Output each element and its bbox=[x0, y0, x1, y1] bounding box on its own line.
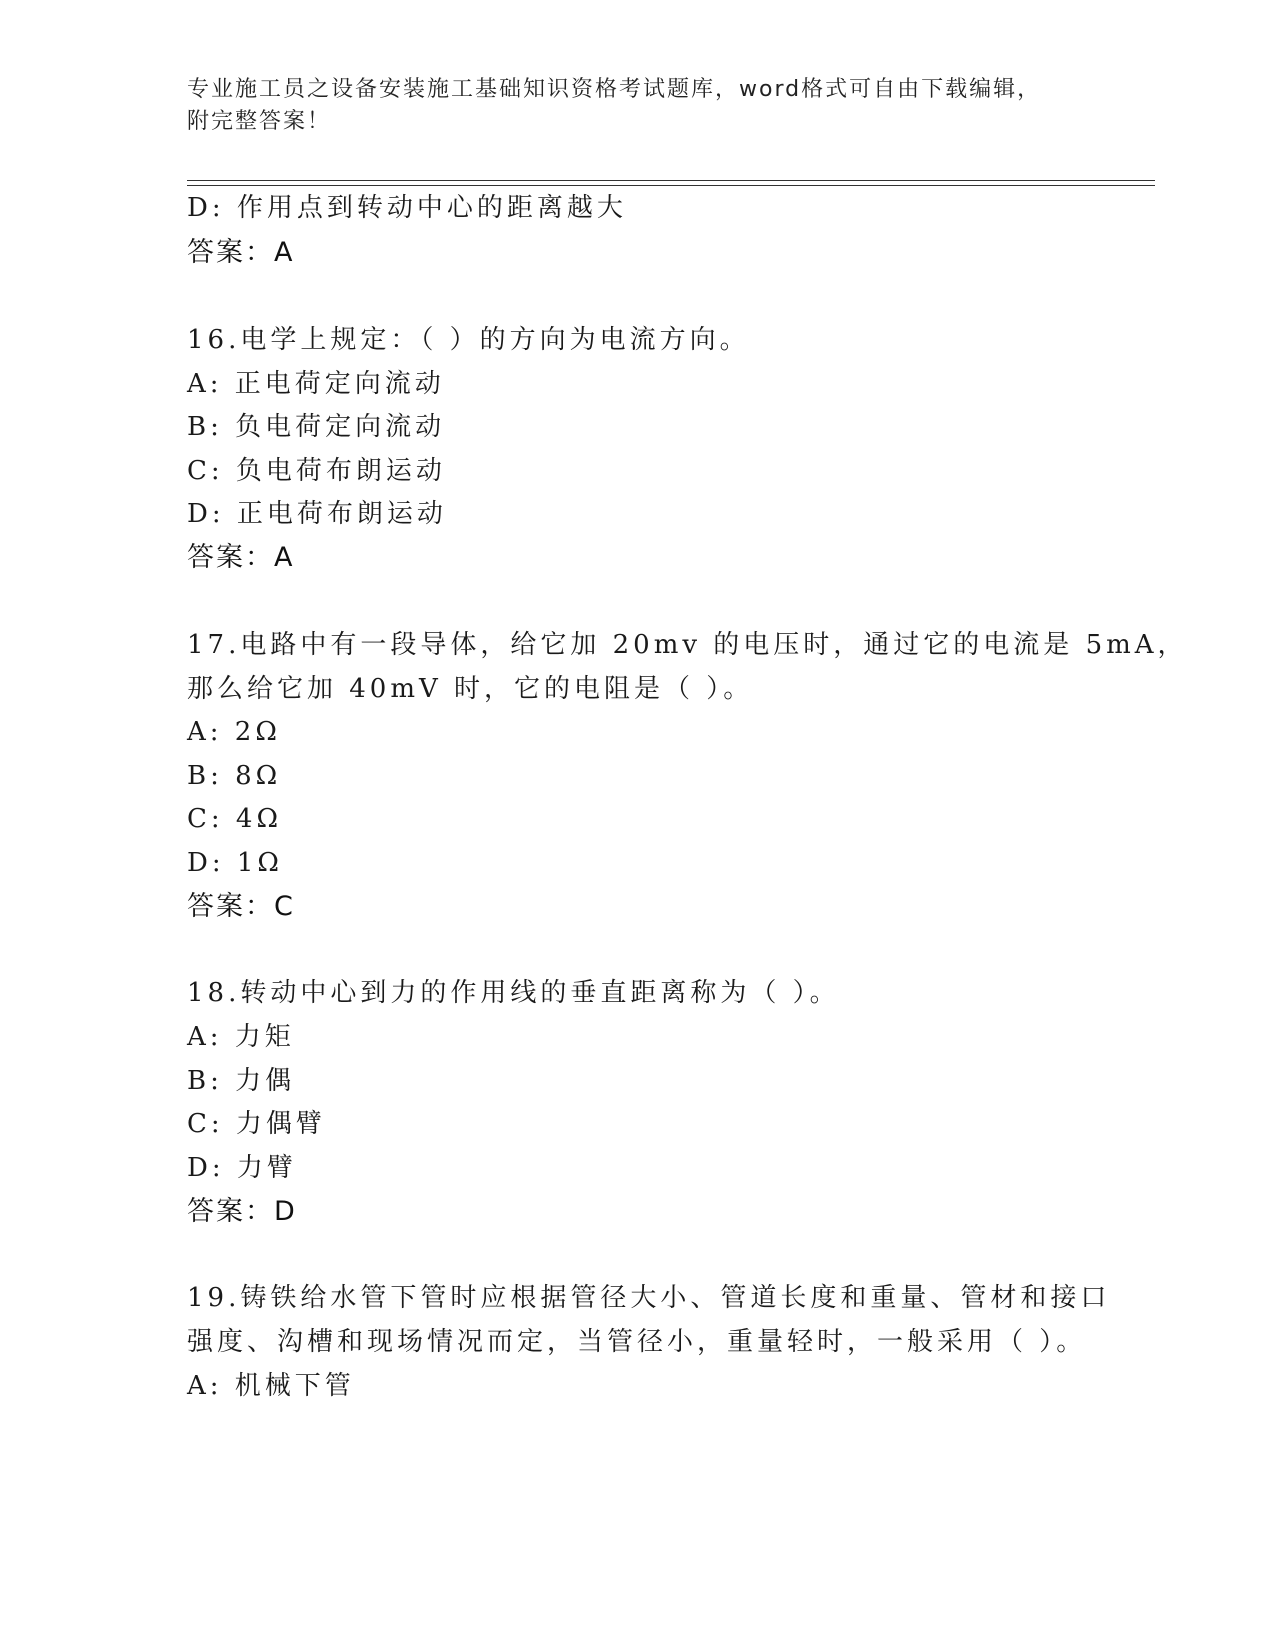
question-19-stem-line-1: 19.铸铁给水管下管时应根据管径大小、管道长度和重量、管材和接口 bbox=[187, 1283, 1111, 1313]
question-16-option-c: C: 负电荷布朗运动 bbox=[187, 456, 446, 486]
question-18-option-d: D: 力臂 bbox=[187, 1153, 297, 1183]
question-18-option-b: B: 力偶 bbox=[187, 1066, 296, 1096]
header-divider-bottom bbox=[187, 185, 1155, 186]
question-19-stem-line-2: 强度、沟槽和现场情况而定，当管径小，重量轻时，一般采用（ ）。 bbox=[187, 1327, 1087, 1357]
question-16-option-b: B: 负电荷定向流动 bbox=[187, 412, 446, 442]
question-17-option-b: B: 8Ω bbox=[187, 761, 282, 791]
header-line-1: 专业施工员之设备安装施工基础知识资格考试题库，word格式可自由下载编辑， bbox=[187, 77, 1042, 102]
prev-option-d: D: 作用点到转动中心的距离越大 bbox=[187, 193, 627, 223]
question-17-option-d: D: 1Ω bbox=[187, 848, 283, 878]
question-17-option-c: C: 4Ω bbox=[187, 804, 283, 834]
question-16-stem: 16.电学上规定：（ ）的方向为电流方向。 bbox=[187, 325, 750, 355]
question-18-stem: 18.转动中心到力的作用线的垂直距离称为（ ）。 bbox=[187, 978, 840, 1008]
question-16-option-a: A: 正电荷定向流动 bbox=[187, 369, 445, 399]
question-18-answer: 答案：D bbox=[187, 1196, 297, 1227]
question-16-option-d: D: 正电荷布朗运动 bbox=[187, 499, 447, 529]
question-19-option-a: A: 机械下管 bbox=[187, 1371, 355, 1401]
question-18-option-c: C: 力偶臂 bbox=[187, 1109, 326, 1139]
question-18-option-a: A: 力矩 bbox=[187, 1022, 295, 1052]
question-17-stem-line-1: 17.电路中有一段导体，给它加 20mv 的电压时，通过它的电流是 5mA， bbox=[187, 630, 1188, 660]
question-17-answer: 答案：C bbox=[187, 891, 295, 922]
prev-answer: 答案：A bbox=[187, 237, 295, 268]
header-divider-top bbox=[187, 180, 1155, 181]
question-17-option-a: A: 2Ω bbox=[187, 717, 281, 747]
question-16-answer: 答案：A bbox=[187, 542, 295, 573]
header-line-2: 附完整答案！ bbox=[187, 109, 332, 134]
document-header bbox=[187, 74, 1087, 138]
question-17-stem-line-2: 那么给它加 40mV 时，它的电阻是（ ）。 bbox=[187, 674, 754, 704]
